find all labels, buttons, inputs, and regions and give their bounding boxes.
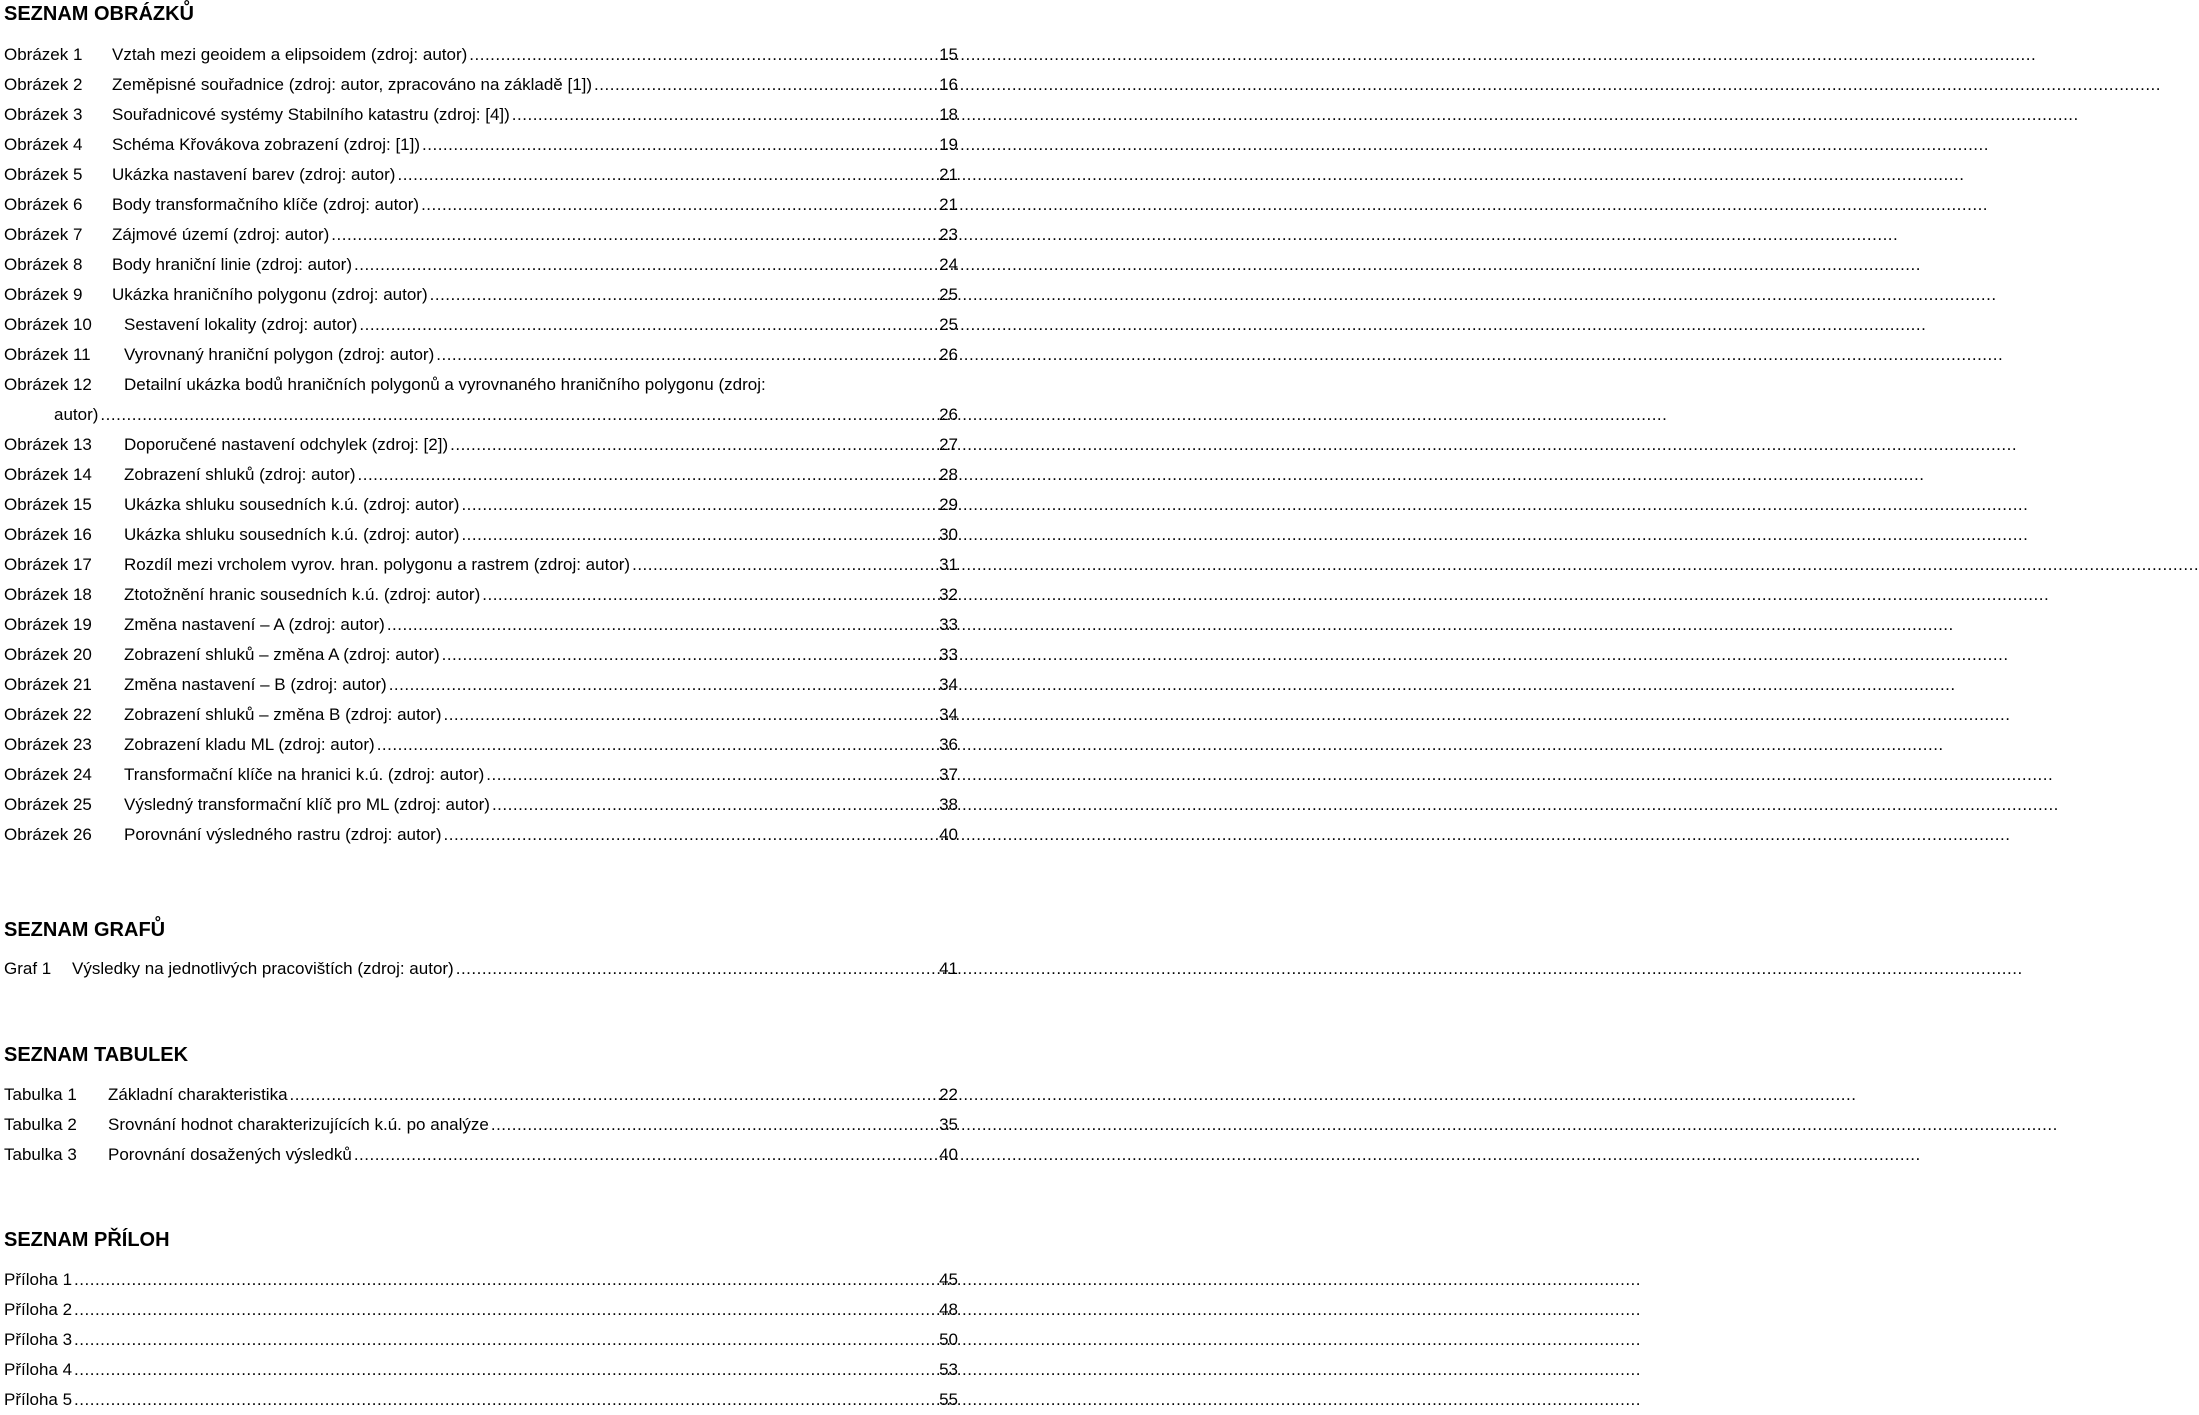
entry-text: Body transformačního klíče (zdroj: autor): [112, 195, 420, 214]
entry-label: Obrázek 20: [4, 645, 92, 664]
entry-label: Tabulka 3: [4, 1145, 77, 1164]
dot-leader: [397, 160, 937, 190]
table-entry[interactable]: [4, 1110, 958, 1140]
entry-page: 37: [939, 765, 958, 784]
figure-entry[interactable]: [4, 100, 958, 130]
entry-label: Obrázek 23: [4, 735, 92, 754]
figure-entry[interactable]: [4, 280, 958, 310]
entry-label: Obrázek 13: [4, 435, 92, 454]
entry-label: Graf 1: [4, 959, 52, 978]
dot-leader: [74, 1295, 937, 1325]
figure-entry[interactable]: [4, 190, 958, 220]
figure-entry[interactable]: [4, 460, 958, 490]
entry-label: Příloha 4: [4, 1360, 73, 1379]
appendix-entry[interactable]: [4, 1325, 958, 1355]
entry-text: Transformační klíče na hranici k.ú. (zdroj: autor): [124, 765, 485, 784]
entry-label: Obrázek 14: [4, 465, 92, 484]
dot-leader: [74, 1265, 937, 1295]
entry-text: Srovnání hodnot charakterizujících k.ú. po analýze: [108, 1115, 489, 1134]
dot-leader: [359, 310, 937, 340]
entry-page: 40: [939, 825, 958, 844]
figures-section-title: SEZNAM OBRÁZKŮ: [4, 3, 194, 25]
dot-leader: [461, 520, 937, 550]
dot-leader: [482, 580, 937, 610]
figure-entry[interactable]: [4, 160, 958, 190]
entry-text: Zobrazení kladu ML (zdroj: autor): [124, 735, 375, 754]
entry-label: Obrázek 9: [4, 285, 83, 304]
entry-page: 24: [939, 255, 958, 274]
entry-text: Ztotožnění hranic sousedních k.ú. (zdroj: autor): [124, 585, 481, 604]
entry-page: 45: [939, 1270, 958, 1289]
entry-text: Zeměpisné souřadnice (zdroj: autor, zpracováno na základě [1]): [112, 75, 593, 94]
entry-label: Obrázek 15: [4, 495, 92, 514]
entry-label: Příloha 3: [4, 1330, 73, 1349]
figure-entry[interactable]: [4, 640, 958, 670]
dot-leader: [632, 550, 937, 580]
figure-entry[interactable]: [4, 490, 958, 520]
entry-text: Zájmové území (zdroj: autor): [112, 225, 330, 244]
dot-leader: [387, 610, 937, 640]
figure-entry[interactable]: [4, 700, 958, 730]
dot-leader: [469, 40, 937, 70]
figure-entry[interactable]: [4, 430, 958, 460]
entry-page: 29: [939, 495, 958, 514]
entry-text: Sestavení lokality (zdroj: autor): [124, 315, 358, 334]
entry-label: Obrázek 2: [4, 75, 83, 94]
figure-entry[interactable]: [4, 130, 958, 160]
entry-label: Obrázek 1: [4, 45, 83, 64]
table-entry[interactable]: [4, 1140, 958, 1170]
figure-entry[interactable]: [4, 580, 958, 610]
entry-text: Změna nastavení – B (zdroj: autor): [124, 675, 387, 694]
figures-list: [4, 40, 958, 850]
graph-entry[interactable]: [4, 954, 958, 984]
entry-label: Obrázek 11: [4, 345, 91, 364]
dot-leader: [486, 760, 937, 790]
entry-page: 36: [939, 735, 958, 754]
entry-text: Výsledky na jednotlivých pracovištích (zdroj: autor): [72, 959, 454, 978]
entry-page: 38: [939, 795, 958, 814]
entry-page: 41: [939, 959, 958, 978]
entry-page: 16: [939, 75, 958, 94]
tables-section-title: SEZNAM TABULEK: [4, 1044, 189, 1066]
figure-entry-wrapped[interactable]: [4, 370, 958, 430]
entry-label: Příloha 1: [4, 1270, 73, 1289]
dot-leader: [331, 220, 937, 250]
dot-leader: [443, 700, 937, 730]
dot-leader: [461, 490, 937, 520]
entry-label: Obrázek 12: [4, 375, 92, 394]
entry-label: Obrázek 10: [4, 315, 92, 334]
entry-page: 33: [939, 615, 958, 634]
entry-text: Výsledný transformační klíč pro ML (zdroj: autor): [124, 795, 490, 814]
entry-page: 48: [939, 1300, 958, 1319]
dot-leader: [358, 460, 938, 490]
entry-label: Obrázek 7: [4, 225, 83, 244]
dot-leader: [377, 730, 937, 760]
dot-leader: [492, 790, 937, 820]
figure-entry[interactable]: [4, 610, 958, 640]
entry-text: Porovnání dosažených výsledků: [108, 1145, 352, 1164]
entry-text: Doporučené nastavení odchylek (zdroj: [2]): [124, 435, 449, 454]
entry-page: 18: [939, 105, 958, 124]
entry-label: Obrázek 22: [4, 705, 92, 724]
dot-leader: [450, 430, 937, 460]
appendix-entry[interactable]: [4, 1265, 958, 1295]
figure-entry[interactable]: [4, 520, 958, 550]
entry-text: Změna nastavení – A (zdroj: autor): [124, 615, 385, 634]
entry-page: 31: [939, 555, 958, 574]
dot-leader: [290, 1080, 938, 1110]
entry-page: 15: [939, 45, 958, 64]
graphs-section-title: SEZNAM GRAFŮ: [4, 919, 166, 941]
dot-leader: [74, 1355, 937, 1385]
dot-leader: [430, 280, 937, 310]
entry-text: Schéma Křovákova zobrazení (zdroj: [1]): [112, 135, 421, 154]
figure-entry[interactable]: [4, 730, 958, 760]
entry-text: Body hraniční linie (zdroj: autor): [112, 255, 353, 274]
table-entry[interactable]: [4, 1080, 958, 1110]
entry-label: Obrázek 16: [4, 525, 92, 544]
entry-text: Zobrazení shluků (zdroj: autor): [124, 465, 356, 484]
entry-text: Rozdíl mezi vrcholem vyrov. hran. polygonu a rastrem (zdroj: autor): [124, 555, 631, 574]
entry-label: Obrázek 5: [4, 165, 83, 184]
entry-text: Zobrazení shluků – změna B (zdroj: autor): [124, 705, 442, 724]
entry-page: 23: [939, 225, 958, 244]
entry-text: Základní charakteristika: [108, 1085, 288, 1104]
entry-page: 33: [939, 645, 958, 664]
entry-label: Obrázek 24: [4, 765, 92, 784]
entry-text: Vyrovnaný hraniční polygon (zdroj: autor): [124, 345, 435, 364]
entry-label: Obrázek 8: [4, 255, 83, 274]
entry-page: 28: [939, 465, 958, 484]
entry-text: Porovnání výsledného rastru (zdroj: autor): [124, 825, 442, 844]
dot-leader: [389, 670, 937, 700]
entry-text: Ukázka shluku sousedních k.ú. (zdroj: autor): [124, 525, 460, 544]
dot-leader: [74, 1325, 937, 1355]
dot-leader: [354, 1140, 937, 1170]
appendix-entry[interactable]: [4, 1385, 958, 1415]
dot-leader: [491, 1110, 937, 1140]
entry-text: Souřadnicové systémy Stabilního katastru (zdroj: [4]): [112, 105, 510, 124]
entry-label: Příloha 5: [4, 1390, 73, 1409]
entry-page: 34: [939, 675, 958, 694]
entry-label: Tabulka 2: [4, 1115, 77, 1134]
entry-page: 25: [939, 285, 958, 304]
figure-entry[interactable]: [4, 790, 958, 820]
entry-text: Zobrazení shluků – změna A (zdroj: autor): [124, 645, 440, 664]
appendices-list: [4, 1265, 958, 1415]
entry-page: 27: [939, 435, 958, 454]
dot-leader: [421, 190, 937, 220]
dot-leader: [594, 70, 937, 100]
entry-page: 19: [939, 135, 958, 154]
entry-label: Obrázek 25: [4, 795, 92, 814]
dot-leader: [422, 130, 937, 160]
entry-text: Ukázka nastavení barev (zdroj: autor): [112, 165, 396, 184]
entry-label: Tabulka 1: [4, 1085, 77, 1104]
figure-entry[interactable]: [4, 760, 958, 790]
entry-line-second: [4, 400, 958, 430]
entry-label: Obrázek 3: [4, 105, 83, 124]
entry-page: 22: [939, 1085, 958, 1104]
entry-label: Obrázek 4: [4, 135, 83, 154]
dot-leader: [436, 340, 937, 370]
dot-leader: [100, 400, 937, 430]
entry-text: Ukázka hraničního polygonu (zdroj: autor): [112, 285, 428, 304]
entry-label: Obrázek 19: [4, 615, 92, 634]
entry-page: 26: [939, 405, 958, 424]
entry-label: Obrázek 17: [4, 555, 92, 574]
entry-label: Obrázek 21: [4, 675, 92, 694]
figure-entry[interactable]: [4, 70, 958, 100]
dot-leader: [444, 820, 938, 850]
graphs-list: [4, 954, 958, 984]
dot-leader: [442, 640, 937, 670]
entry-label: Obrázek 18: [4, 585, 92, 604]
entry-text: Vztah mezi geoidem a elipsoidem (zdroj: autor): [112, 45, 468, 64]
figure-entry[interactable]: [4, 40, 958, 70]
appendices-section-title: SEZNAM PŘÍLOH: [4, 1229, 170, 1251]
entry-page: 26: [939, 345, 958, 364]
dot-leader: [456, 954, 937, 984]
entry-page: 50: [939, 1330, 958, 1349]
entry-page: 25: [939, 315, 958, 334]
dot-leader: [512, 100, 937, 130]
figure-entry[interactable]: [4, 340, 958, 370]
figure-entry[interactable]: [4, 220, 958, 250]
entry-page: 21: [939, 165, 958, 184]
figure-entry[interactable]: [4, 250, 958, 280]
appendix-entry[interactable]: [4, 1295, 958, 1325]
entry-line-first: [4, 370, 958, 400]
appendix-entry[interactable]: [4, 1355, 958, 1385]
entry-page: 34: [939, 705, 958, 724]
entry-page: 55: [939, 1390, 958, 1409]
entry-page: 53: [939, 1360, 958, 1379]
entry-text: Detailní ukázka bodů hraničních polygonů a vyrovnaného hraničního polygonu (zdroj:: [124, 375, 766, 394]
dot-leader: [354, 250, 937, 280]
figure-entry[interactable]: [4, 820, 958, 850]
entry-label: Obrázek 26: [4, 825, 92, 844]
figure-entry[interactable]: [4, 550, 958, 580]
entry-text: Ukázka shluku sousedních k.ú. (zdroj: autor): [124, 495, 460, 514]
figure-entry[interactable]: [4, 310, 958, 340]
entry-page: 30: [939, 525, 958, 544]
entry-text-continued: autor): [54, 405, 99, 424]
entry-label: Příloha 2: [4, 1300, 73, 1319]
entry-label: Obrázek 6: [4, 195, 83, 214]
figure-entry[interactable]: [4, 670, 958, 700]
entry-page: 32: [939, 585, 958, 604]
entry-page: 21: [939, 195, 958, 214]
dot-leader: [74, 1385, 937, 1415]
entry-page: 40: [939, 1145, 958, 1164]
entry-page: 35: [939, 1115, 958, 1134]
tables-list: [4, 1080, 958, 1170]
